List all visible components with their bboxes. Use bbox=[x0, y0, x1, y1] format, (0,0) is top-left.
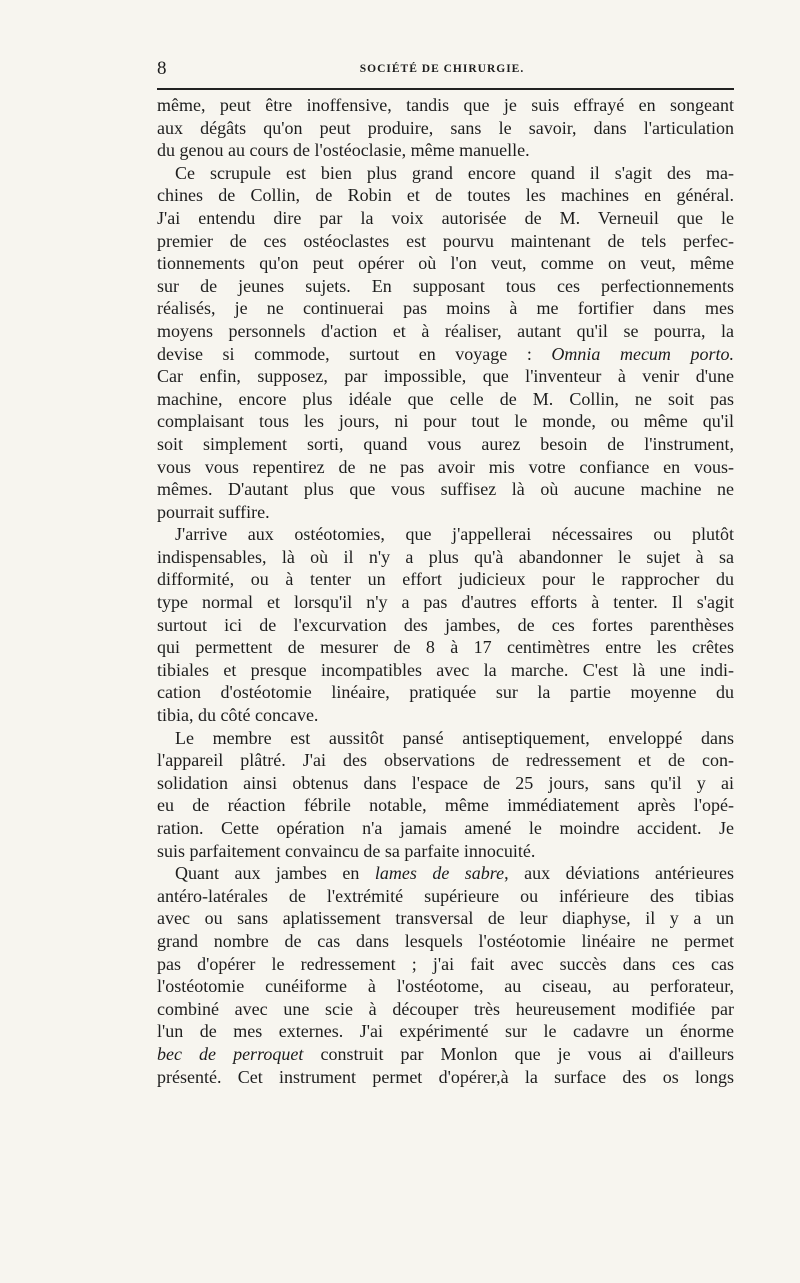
text-line: tionnements qu'on peut opérer où l'on veut, comme on veut, même bbox=[157, 253, 734, 274]
text-line: difformité, ou à tenter un effort judicieux pour le rapprocher du bbox=[157, 569, 734, 590]
text-line: présenté. Cet instrument permet d'opérer,à la surface des os longs bbox=[157, 1066, 734, 1087]
text-line: même, peut être inoffensive, tandis que je suis effrayé en songeant bbox=[157, 95, 734, 115]
text-line: l'ostéotomie cunéiforme à l'ostéotome, au ciseau, au perforateur, bbox=[157, 976, 734, 997]
text-line: moyens personnels d'action et à réaliser, autant qu'il se pourra, la bbox=[157, 320, 734, 341]
running-title: SOCIÉTÉ DE CHIRURGIE. bbox=[359, 63, 525, 75]
text-line: du genou au cours de l'ostéoclasie, même manuelle. bbox=[157, 140, 530, 161]
text-line: vous vous repentirez de ne pas avoir mis votre confiance en vous- bbox=[157, 456, 734, 477]
text-line: J'ai entendu dire par la voix autorisée de M. Verneuil que le bbox=[157, 207, 734, 228]
text-line: antéro-latérales de l'extrémité supérieure ou inférieure des tibias bbox=[157, 885, 734, 906]
text-line: soit simplement sorti, quand vous aurez besoin de l'instrument, bbox=[157, 433, 734, 454]
text-line: Car enfin, supposez, par impossible, que l'inventeur à venir d'une bbox=[157, 366, 734, 387]
text-line: type normal et lorsqu'il n'y a pas d'autres efforts à tenter. Il s'agit bbox=[157, 592, 734, 613]
text-line: J'arrive aux ostéotomies, que j'appellerai nécessaires ou plutôt bbox=[175, 524, 734, 545]
text-line: qui permettent de mesurer de 8 à 17 centimètres entre les crêtes bbox=[157, 637, 734, 658]
text-line bbox=[157, 862, 734, 885]
page-number: 8 bbox=[157, 58, 167, 79]
text-span: , aux déviations antérieures bbox=[504, 863, 734, 884]
text-line: suis parfaitement convaincu de sa parfaite innocuité. bbox=[157, 840, 536, 861]
italic-phrase: Omnia mecum porto. bbox=[551, 343, 734, 364]
text-line: complaisant tous les jours, ni pour tout le monde, ou même qu'il bbox=[157, 411, 734, 432]
text-line: mêmes. D'autant plus que vous suffisez là où aucune machine ne bbox=[157, 479, 734, 500]
text-line: indispensables, là où il n'y a plus qu'à abandonner le sujet à sa bbox=[157, 546, 734, 567]
text-line: l'appareil plâtré. J'ai des observations de redressement et de con- bbox=[157, 750, 734, 771]
text-line: Le membre est aussitôt pansé antiseptiquement, enveloppé dans bbox=[175, 727, 734, 748]
text-span: Quant aux jambes en bbox=[175, 863, 375, 884]
text-line: réalisés, je ne continuerai pas moins à me fortifier dans mes bbox=[157, 298, 734, 319]
text-line: l'un de mes externes. J'ai expérimenté sur le cadavre un énorme bbox=[157, 1021, 734, 1042]
text-line: sur de jeunes sujets. En supposant tous ces perfectionnements bbox=[157, 275, 734, 296]
text-line: tibiales et presque incompatibles avec la marche. C'est là une indi- bbox=[157, 659, 734, 680]
text-line: Ce scrupule est bien plus grand encore quand il s'agit des ma- bbox=[175, 162, 734, 183]
text-line: eu de réaction fébrile notable, même immédiatement après l'opé- bbox=[157, 795, 734, 816]
text-span: construit par Monlon que je vous ai d'ailleurs bbox=[303, 1043, 734, 1064]
header-rule bbox=[157, 88, 734, 90]
text-line: avec ou sans aplatissement transversal de leur diaphyse, il y a un bbox=[157, 908, 734, 929]
text-line: ration. Cette opération n'a jamais amené le moindre accident. Je bbox=[157, 818, 734, 838]
text-line bbox=[157, 343, 734, 366]
text-line: grand nombre de cas dans lesquels l'ostéotomie linéaire ne permet bbox=[157, 930, 734, 951]
page-header bbox=[157, 58, 727, 82]
italic-phrase: lames de sabre bbox=[374, 863, 505, 884]
text-line: cation d'ostéotomie linéaire, pratiquée sur la partie moyenne du bbox=[157, 682, 734, 703]
text-line bbox=[157, 1043, 734, 1066]
text-line: combiné avec une scie à découper très heureusement modifiée par bbox=[157, 998, 734, 1019]
text-line: machine, encore plus idéale que celle de M. Collin, ne soit pas bbox=[157, 388, 734, 409]
text-line: aux dégâts qu'on peut produire, sans le savoir, dans l'articulation bbox=[157, 117, 734, 138]
body-text bbox=[157, 94, 734, 1088]
text-line: pourrait suffire. bbox=[157, 501, 270, 522]
text-line: tibia, du côté concave. bbox=[157, 705, 319, 726]
text-span: devise si commode, surtout en voyage : bbox=[157, 343, 552, 364]
text-line: chines de Collin, de Robin et de toutes les machines en général. bbox=[157, 185, 734, 206]
text-line: pas d'opérer le redressement ; j'ai fait avec succès dans ces cas bbox=[157, 953, 734, 974]
text-line: premier de ces ostéoclastes est pourvu maintenant de tels perfec- bbox=[157, 230, 734, 251]
italic-phrase: bec de perroquet bbox=[157, 1043, 304, 1064]
text-line: surtout ici de l'excurvation des jambes, de ces fortes parenthèses bbox=[157, 614, 734, 635]
text-line: solidation ainsi obtenus dans l'espace de 25 jours, sans qu'il y ai bbox=[157, 772, 734, 793]
